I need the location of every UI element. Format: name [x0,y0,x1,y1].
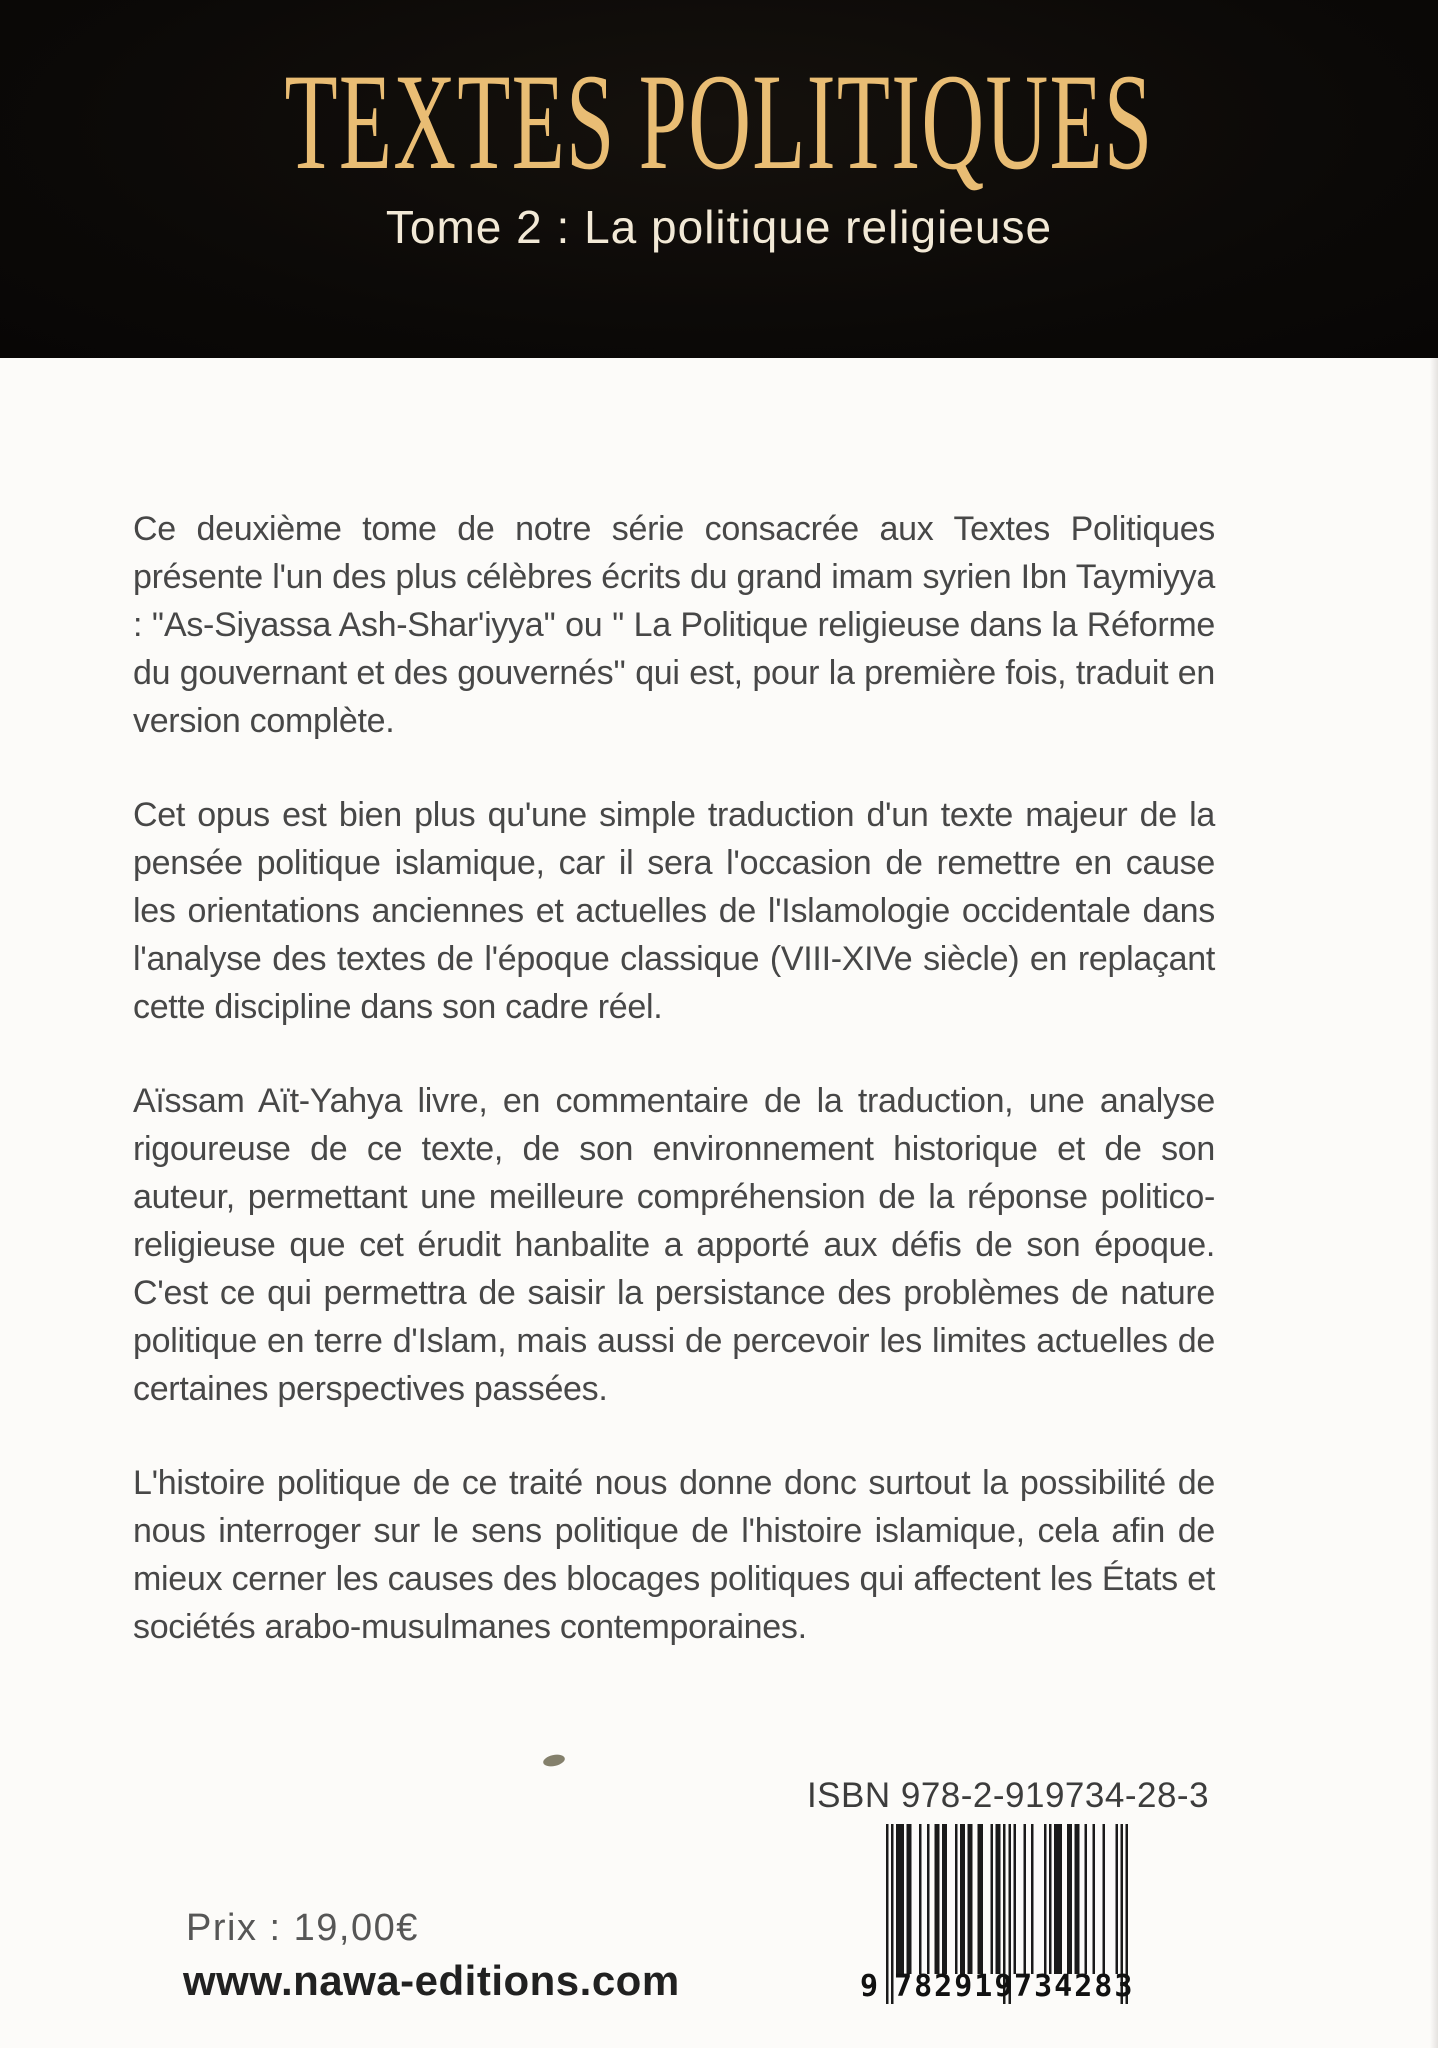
barcode-digits-right: 7 3 4 2 8 3 [1014,1969,1135,2004]
website-label: www.nawa-editions.com [183,1957,680,2004]
barcode-digit-lead: 9 [860,1969,879,2004]
page-edge-shadow [1430,358,1438,2048]
book-subtitle: Tome 2 : La politique religieuse [385,201,1053,253]
paragraph: L'histoire politique de ce traité nous donne donc surtout la possibilité de nous interroger sur le sens politique de l'histoire islamique, cela afin de mieux cerner les causes des blocages politiques qui affectent les États et sociétés arabo-musulmanes contemporaines. [133,1464,1215,1646]
paragraph: Aïssam Aït-Yahya livre, en commentaire de la traduction, une analyse rigoureuse de ce texte, de son environnement historique et de son auteur, permettant une meilleure compréhension de la réponse politico-religieuse que cet érudit hanbalite a apporté aux défis de son époque. C'est ce qui permettra de saisir la persistance des problèmes de nature politique en terre d'Islam, mais aussi de percevoir les limites actuelles de certaines perspectives passées. [133,1082,1215,1408]
paragraph: Ce deuxième tome de notre série consacrée aux Textes Politiques présente l'un des plus célèbres écrits du grand imam syrien Ibn Taymiyya : ''As-Siyassa Ash-Shar'iyya'' ou '' La Politique religieuse dans la Réforme du gouvernant et des gouvernés'' qui est, pour la première fois, traduit en version complète. [133,510,1215,740]
price-label: Prix : 19,00€ [186,1907,419,1949]
paragraph: Cet opus est bien plus qu'une simple traduction d'un texte majeur de la pensée politique islamique, car il sera l'occasion de remettre en cause les orientations anciennes et actuelles de l'Islamologie occidentale dans l'analyse des textes de l'époque classique (VIII-XIVe siècle) en replaçant cette discipline dans son cadre réel. [133,796,1215,1026]
barcode-digits-left: 7 8 2 9 1 9 [894,1969,1015,2004]
isbn-label: ISBN 978-2-919734-28-3 [806,1776,1210,1815]
book-title: TEXTES POLITIQUES [284,45,1154,198]
header-band [0,0,1438,358]
back-cover-text [133,505,1215,1697]
ink-speck-artifact [542,1753,566,1768]
ean13-barcode [860,1824,1135,2004]
